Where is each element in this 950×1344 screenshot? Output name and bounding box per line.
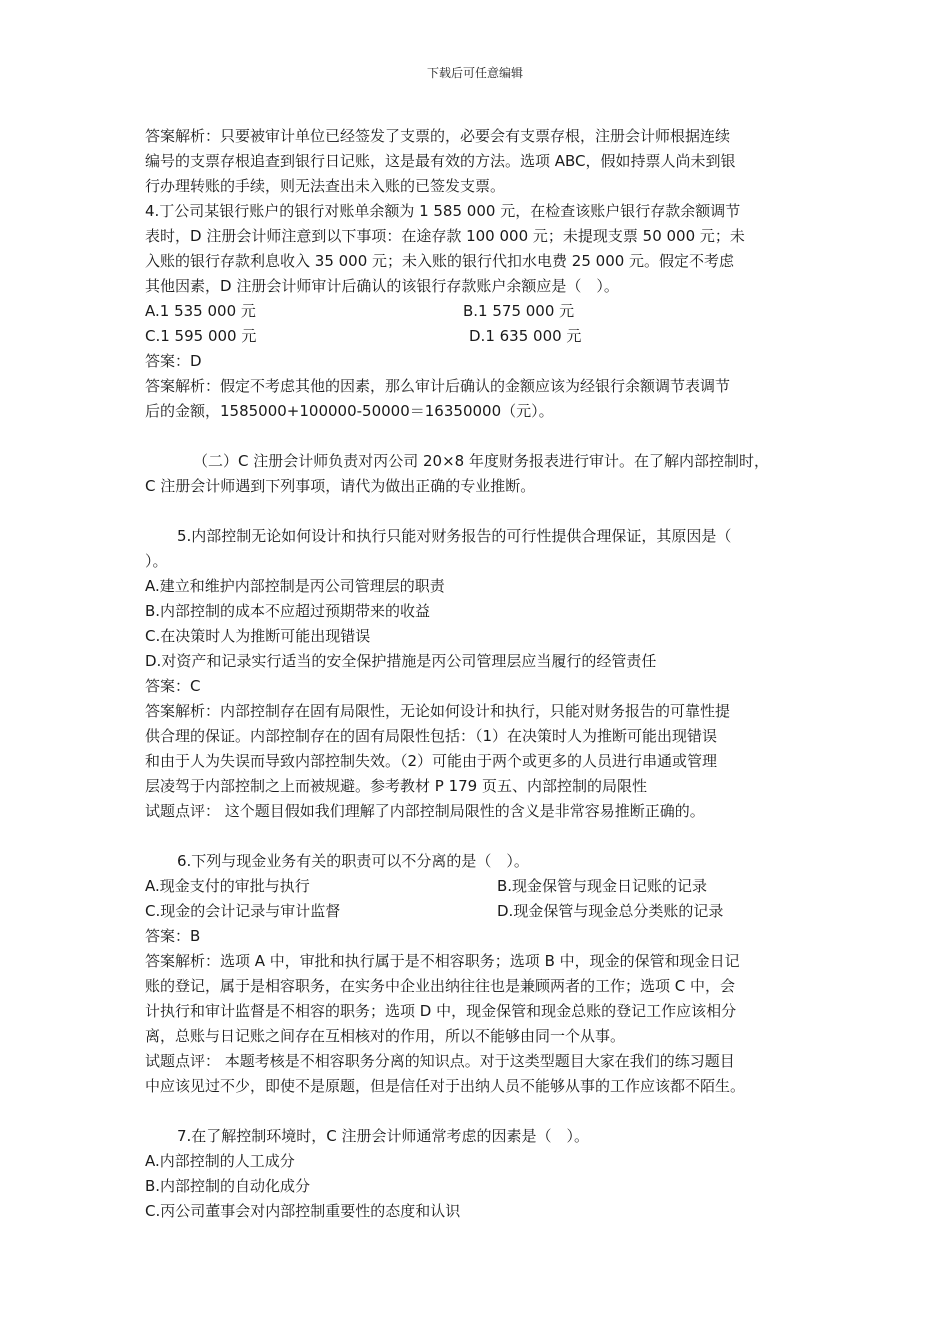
q7-option-a: A.内部控制的人工成分 — [145, 1152, 295, 1170]
q3-explain-line: 编号的支票存根追查到银行日记账，这是最有效的方法。选项 ABC，假如持票人尚未到银 — [145, 152, 736, 170]
q5-stem-line: ）。 — [145, 552, 168, 570]
q7-option-b: B.内部控制的自动化成分 — [145, 1177, 311, 1195]
q7-stem: 7.在了解控制环境时，C 注册会计师通常考虑的因素是（ ）。 — [177, 1127, 590, 1145]
q6-explain-line: 计执行和审计监督是不相容的职务；选项 D 中，现金保管和现金总账的登记工作应该相分 — [145, 1002, 737, 1020]
q5-option-c: C.在决策时人为推断可能出现错误 — [145, 627, 371, 645]
q4-option-d: D.1 635 000 元 — [469, 327, 582, 345]
q4-options-row — [145, 324, 815, 349]
q5-explain-line: 和由于人为失误而导致内部控制失效。（2）可能由于两个或更多的人员进行串通或管理 — [145, 752, 718, 770]
document-body — [145, 124, 815, 1224]
q5-explain-line: 答案解析：内部控制存在固有局限性，无论如何设计和执行，只能对财务报告的可靠性提 — [145, 702, 731, 720]
q5-stem-line: 5.内部控制无论如何设计和执行只能对财务报告的可行性提供合理保证，其原因是（ — [177, 527, 732, 545]
q4-option-c: C.1 595 000 元 — [145, 327, 257, 345]
q4-options-row — [145, 299, 815, 324]
q4-stem-line: 入账的银行存款利息收入 35 000 元；未入账的银行代扣水电费 25 000 元。假定不考虑 — [145, 252, 735, 270]
q3-explain-line: 行办理转账的手续，则无法查出未入账的已签发支票。 — [145, 177, 506, 195]
q4-stem-line: 表时，D 注册会计师注意到以下事项：在途存款 100 000 元；未提现支票 50 000 元；未 — [145, 227, 745, 245]
q6-explain-line: 答案解析：选项 A 中，审批和执行属于是不相容职务；选项 B 中，现金的保管和现金日记 — [145, 952, 740, 970]
q6-stem: 6.下列与现金业务有关的职责可以不分离的是（ ）。 — [177, 852, 529, 870]
q6-options-row — [145, 874, 815, 899]
q6-option-c: C.现金的会计记录与审计监督 — [145, 902, 341, 920]
page-header: 下载后可任意编辑 — [426, 66, 523, 80]
q7-option-c: C.丙公司董事会对内部控制重要性的态度和认识 — [145, 1202, 461, 1220]
section2-line: C 注册会计师遇到下列事项，请代为做出正确的专业推断。 — [145, 477, 536, 495]
q6-comment-line: 试题点评： 本题考核是不相容职务分离的知识点。对于这类型题目大家在我们的练习题目 — [145, 1052, 735, 1070]
q3-explain-line: 答案解析：只要被审计单位已经签发了支票的，必要会有支票存根，注册会计师根据连续 — [145, 127, 731, 145]
q6-option-d: D.现金保管与现金总分类账的记录 — [497, 902, 724, 920]
q5-explain-line: 供合理的保证。内部控制存在的固有局限性包括：（1）在决策时人为推断可能出现错误 — [145, 727, 718, 745]
q6-explain-line: 账的登记，属于是相容职务，在实务中企业出纳往往也是兼顾两者的工作；选项 C 中，会 — [145, 977, 736, 995]
q5-comment: 试题点评： 这个题目假如我们理解了内部控制局限性的含义是非常容易推断正确的。 — [145, 802, 705, 820]
section2-heading: （二）C 注册会计师负责对丙公司 20×8 年度财务报表进行审计。在了解内部控制时， — [193, 452, 769, 470]
q5-option-d: D.对资产和记录实行适当的安全保护措施是丙公司管理层应当履行的经管责任 — [145, 652, 657, 670]
q6-option-a: A.现金支付的审批与执行 — [145, 877, 310, 895]
q5-option-a: A.建立和维护内部控制是丙公司管理层的职责 — [145, 577, 445, 595]
q4-stem-line: 4.丁公司某银行账户的银行对账单余额为 1 585 000 元，在检查该账户银行存款余额调节 — [145, 202, 741, 220]
q6-options-row — [145, 899, 815, 924]
q6-explain-line: 离，总账与日记账之间存在互相核对的作用，所以不能够由同一个从事。 — [145, 1027, 626, 1045]
q5-explain-line: 层凌驾于内部控制之上而被规避。参考教材 P 179 页五、内部控制的局限性 — [145, 777, 647, 795]
q4-option-a: A.1 535 000 元 — [145, 302, 256, 320]
q5-answer: 答案：C — [145, 677, 201, 695]
q4-answer: 答案：D — [145, 352, 202, 370]
q4-explain-line: 答案解析：假定不考虑其他的因素，那么审计后确认的金额应该为经银行余额调节表调节 — [145, 377, 731, 395]
q4-explain-line: 后的金额，1585000+100000-50000＝16350000（元）。 — [145, 402, 554, 420]
q4-option-b: B.1 575 000 元 — [463, 302, 575, 320]
q6-option-b: B.现金保管与现金日记账的记录 — [497, 877, 708, 895]
q5-option-b: B.内部控制的成本不应超过预期带来的收益 — [145, 602, 431, 620]
q4-stem-line: 其他因素，D 注册会计师审计后确认的该银行存款账户余额应是（ ）。 — [145, 277, 619, 295]
q6-answer: 答案：B — [145, 927, 201, 945]
q6-comment-line: 中应该见过不少，即使不是原题，但是信任对于出纳人员不能够从事的工作应该都不陌生。 — [145, 1077, 746, 1095]
